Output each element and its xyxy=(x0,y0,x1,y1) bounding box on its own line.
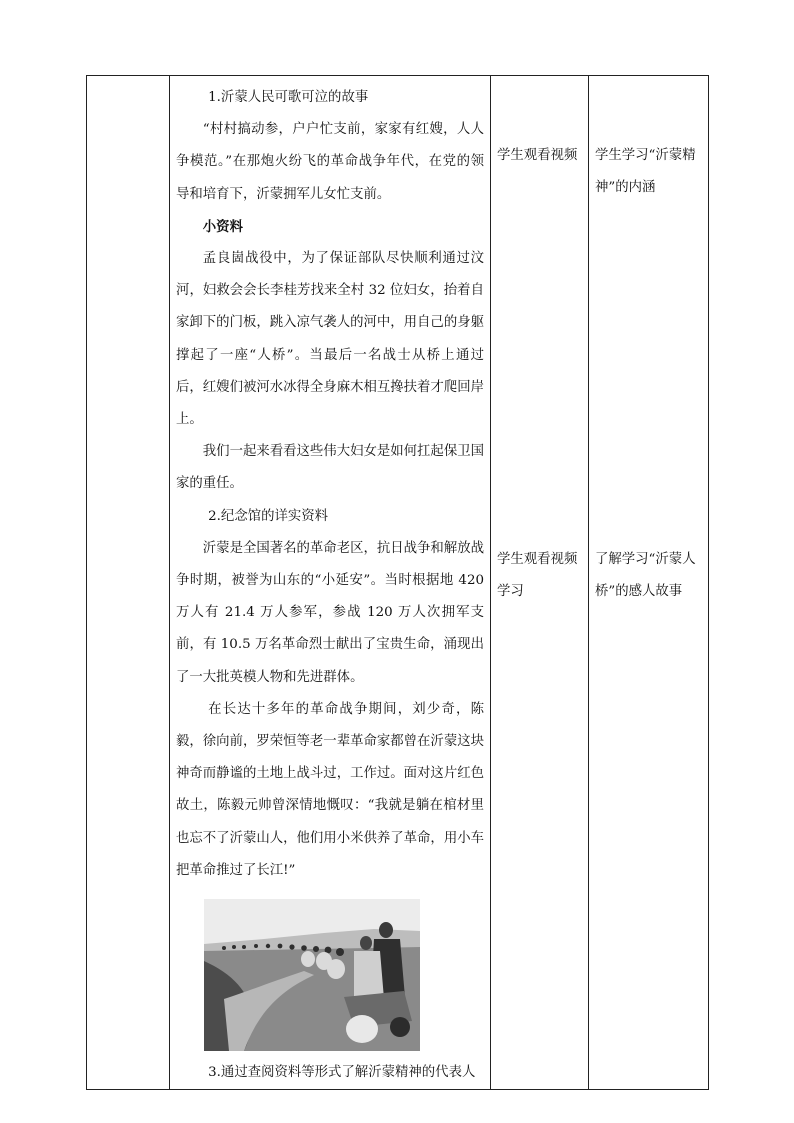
historical-photo xyxy=(204,899,420,1051)
paragraph-slogan: “村村搞动参，户户忙支前，家家有红嫂，人人争模范。”在那炮火纷飞的革命战争年代，在党的领导和培育下，沂蒙拥军儿女忙支前。 xyxy=(176,122,484,202)
section-heading-2: 2.纪念馆的详实资料 xyxy=(208,508,329,524)
student-activity-2: 学生观看视频学习 xyxy=(497,552,578,599)
student-activity-1: 学生观看视频 xyxy=(497,148,578,163)
empty-column-cell xyxy=(87,76,170,1090)
design-intent-1: 学生学习“沂蒙精神”的内涵 xyxy=(595,148,696,195)
student-activity-cell xyxy=(491,76,589,1090)
paragraph-chen-yi-quote: 在长达十多年的革命战争期间，刘少奇，陈毅，徐向前，罗荣恒等老一辈革命家都曾在沂蒙这块神奇而静谧的土地上战斗过，工作过。面对这片红色故土，陈毅元帅曾深情地慨叹：“我就是躺在棺材里也忘不了沂蒙山人，他们用小米供养了革命，用小车把革命推过了长江!” xyxy=(176,701,484,878)
wheelbarrow-column-photo-graphic xyxy=(204,899,420,1051)
teaching-content-cell xyxy=(170,76,491,1090)
lesson-table xyxy=(86,75,709,1090)
section-heading-1: 1.沂蒙人民可歌可泣的故事 xyxy=(208,90,369,105)
design-intent-2: 了解学习“沂蒙人桥”的感人故事 xyxy=(595,552,696,599)
design-intent-cell xyxy=(589,76,709,1090)
table-row xyxy=(87,76,709,1090)
section-heading-3: 3.通过查阅资料等形式了解沂蒙精神的代表人 xyxy=(208,1065,476,1081)
paragraph-call-to-watch: 我们一起来看看这些伟大妇女是如何扛起保卫国家的重任。 xyxy=(176,444,484,492)
small-info-title: 小资料 xyxy=(202,218,243,235)
paragraph-revolutionary-base: 沂蒙是全国著名的革命老区，抗日战争和解放战争时期，被誉为山东的“小延安”。当时根据地 420 万人有 21.4 万人参军，参战 120 万人次拥军支前，有 10.5 万名革命烈士献出了宝贵生命，涌现出了一大批英模人物和先进群体。 xyxy=(176,540,484,685)
paragraph-human-bridge: 孟良崮战役中，为了保证部队尽快顺利通过汶河，妇救会会长李桂芳找来全村 32 位妇女，抬着自家卸下的门板，跳入凉气袭人的河中，用自己的身躯撑起了一座“人桥”。当最后一名战士从桥上通过后，红嫂们被河水冰得全身麻木相互搀扶着才爬回岸上。 xyxy=(176,251,484,428)
